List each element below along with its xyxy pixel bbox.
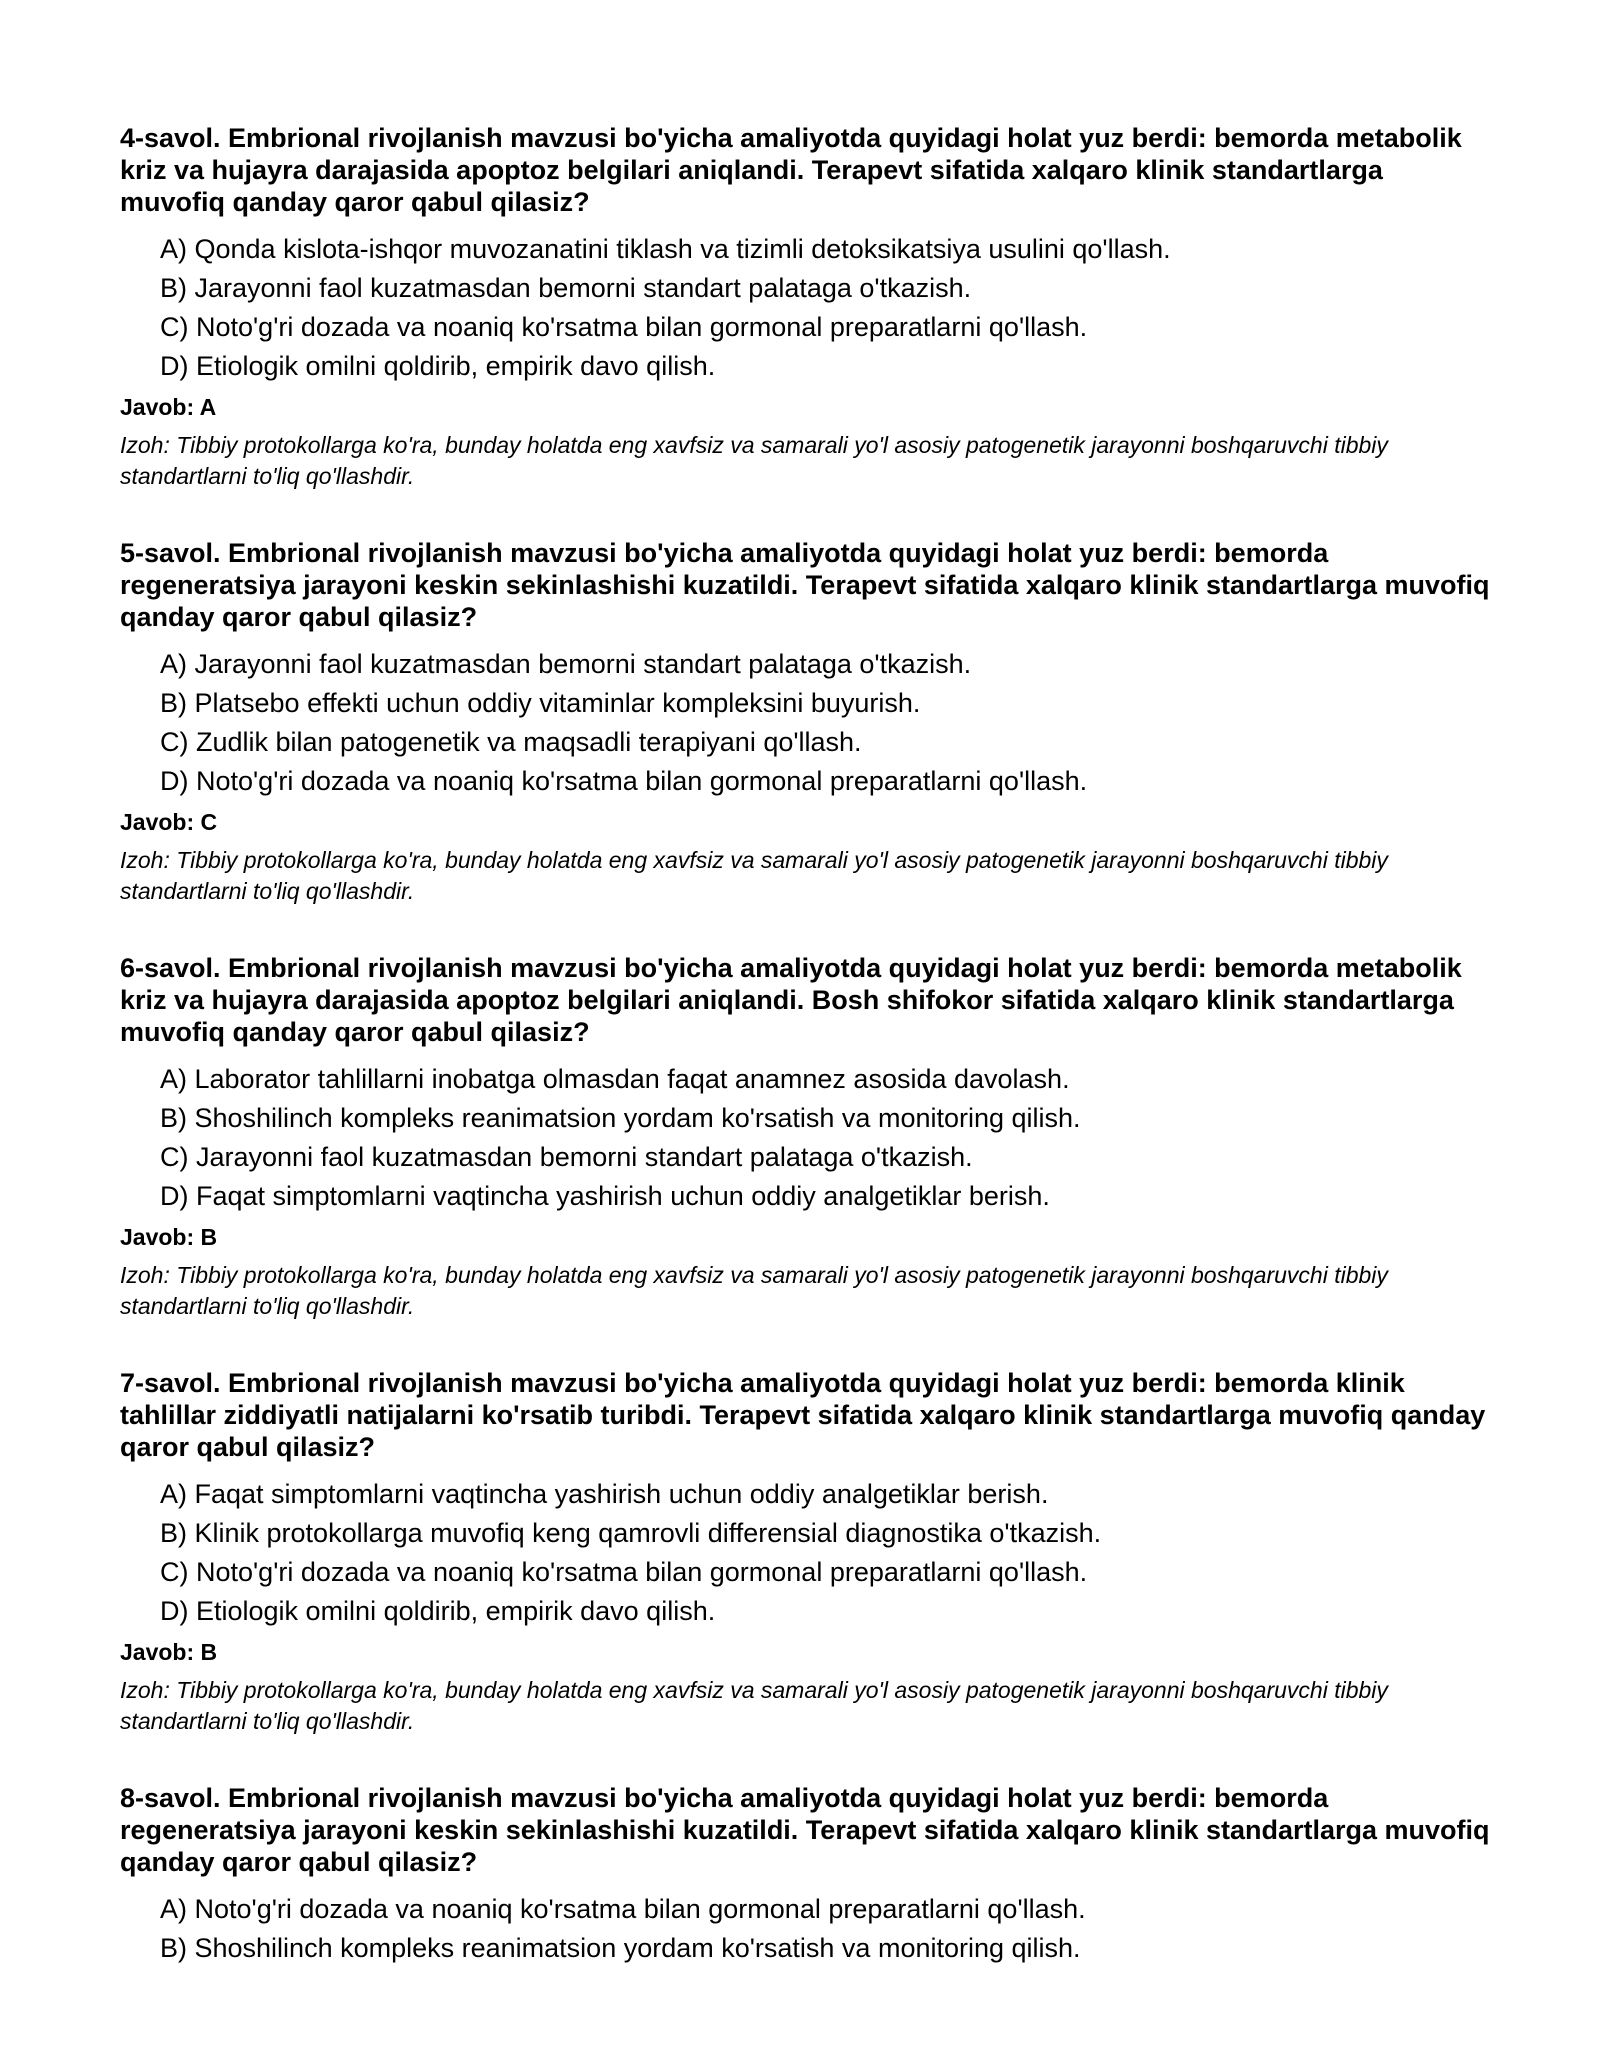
question-title: 4-savol. Embrional rivojlanish mavzusi bo'yicha amaliyotda quyidagi holat yuz berdi: bemorda metabolik kriz va hujayra darajasida apoptoz belgilari aniqlandi. Terapevt sifatida xalqaro klinik standartlarga muvofiq qanday qaror qabul qilasiz? <box>120 123 1462 217</box>
question-block <box>120 122 1490 492</box>
options-list <box>120 1475 1490 1631</box>
explanation-note: Izoh: Tibbiy protokollarga ko'ra, bunday holatda eng xavfsiz va samarali yo'l asosiy patogenetik jarayonni boshqaruvchi tibbiy standartlarni to'liq qo'llashdir. <box>120 847 1388 904</box>
answer-label: Javob: B <box>120 1224 218 1250</box>
option-b: B) Platsebo effekti uchun oddiy vitaminlar kompleksini buyurish. <box>160 688 921 718</box>
options-list <box>120 1890 1490 1968</box>
explanation-note: Izoh: Tibbiy protokollarga ko'ra, bunday holatda eng xavfsiz va samarali yo'l asosiy patogenetik jarayonni boshqaruvchi tibbiy standartlarni to'liq qo'llashdir. <box>120 1262 1388 1319</box>
options-list <box>120 230 1490 386</box>
question-title: 8-savol. Embrional rivojlanish mavzusi bo'yicha amaliyotda quyidagi holat yuz berdi: bemorda regeneratsiya jarayoni keskin sekinlashishi kuzatildi. Terapevt sifatida xalqaro klinik standartlarga muvofiq qanday qaror qabul qilasiz? <box>120 1783 1490 1877</box>
question-block <box>120 1782 1490 1968</box>
option-b: B) Shoshilinch kompleks reanimatsion yordam ko'rsatish va monitoring qilish. <box>160 1933 1081 1963</box>
option-c: C) Jarayonni faol kuzatmasdan bemorni standart palataga o'tkazish. <box>160 1142 973 1172</box>
question-title: 5-savol. Embrional rivojlanish mavzusi bo'yicha amaliyotda quyidagi holat yuz berdi: bemorda regeneratsiya jarayoni keskin sekinlashishi kuzatildi. Terapevt sifatida xalqaro klinik standartlarga muvofiq qanday qaror qabul qilasiz? <box>120 538 1490 632</box>
question-block <box>120 1367 1490 1737</box>
options-list <box>120 645 1490 801</box>
option-c: C) Noto'g'ri dozada va noaniq ko'rsatma bilan gormonal preparatlarni qo'llash. <box>160 1557 1088 1587</box>
question-block <box>120 537 1490 907</box>
explanation-note: Izoh: Tibbiy protokollarga ko'ra, bunday holatda eng xavfsiz va samarali yo'l asosiy patogenetik jarayonni boshqaruvchi tibbiy standartlarni to'liq qo'llashdir. <box>120 1677 1388 1734</box>
option-a: A) Noto'g'ri dozada va noaniq ko'rsatma bilan gormonal preparatlarni qo'llash. <box>160 1894 1086 1924</box>
option-c: C) Noto'g'ri dozada va noaniq ko'rsatma bilan gormonal preparatlarni qo'llash. <box>160 312 1088 342</box>
option-b: B) Shoshilinch kompleks reanimatsion yordam ko'rsatish va monitoring qilish. <box>160 1103 1081 1133</box>
option-a: A) Laborator tahlillarni inobatga olmasdan faqat anamnez asosida davolash. <box>160 1064 1070 1094</box>
question-block <box>120 952 1490 1322</box>
question-title: 6-savol. Embrional rivojlanish mavzusi bo'yicha amaliyotda quyidagi holat yuz berdi: bemorda metabolik kriz va hujayra darajasida apoptoz belgilari aniqlandi. Bosh shifokor sifatida xalqaro klinik standartlarga muvofiq qanday qaror qabul qilasiz? <box>120 953 1462 1047</box>
option-c: C) Zudlik bilan patogenetik va maqsadli terapiyani qo'llash. <box>160 727 862 757</box>
option-d: D) Etiologik omilni qoldirib, empirik davo qilish. <box>160 351 716 381</box>
answer-label: Javob: C <box>120 809 218 835</box>
document-page <box>120 122 1490 2013</box>
answer-label: Javob: A <box>120 394 217 420</box>
option-a: A) Jarayonni faol kuzatmasdan bemorni standart palataga o'tkazish. <box>160 649 972 679</box>
question-title: 7-savol. Embrional rivojlanish mavzusi bo'yicha amaliyotda quyidagi holat yuz berdi: bemorda klinik tahlillar ziddiyatli natijalarni ko'rsatib turibdi. Terapevt sifatida xalqaro klinik standartlarga muvofiq qanday qaror qabul qilasiz? <box>120 1368 1486 1462</box>
option-b: B) Jarayonni faol kuzatmasdan bemorni standart palataga o'tkazish. <box>160 273 972 303</box>
option-d: D) Etiologik omilni qoldirib, empirik davo qilish. <box>160 1596 716 1626</box>
answer-label: Javob: B <box>120 1639 218 1665</box>
option-a: A) Qonda kislota-ishqor muvozanatini tiklash va tizimli detoksikatsiya usulini qo'llash. <box>160 234 1171 264</box>
option-b: B) Klinik protokollarga muvofiq keng qamrovli differensial diagnostika o'tkazish. <box>160 1518 1102 1548</box>
explanation-note: Izoh: Tibbiy protokollarga ko'ra, bunday holatda eng xavfsiz va samarali yo'l asosiy patogenetik jarayonni boshqaruvchi tibbiy standartlarni to'liq qo'llashdir. <box>120 432 1388 489</box>
option-a: A) Faqat simptomlarni vaqtincha yashirish uchun oddiy analgetiklar berish. <box>160 1479 1049 1509</box>
option-d: D) Noto'g'ri dozada va noaniq ko'rsatma bilan gormonal preparatlarni qo'llash. <box>160 766 1088 796</box>
options-list <box>120 1060 1490 1216</box>
option-d: D) Faqat simptomlarni vaqtincha yashirish uchun oddiy analgetiklar berish. <box>160 1181 1050 1211</box>
